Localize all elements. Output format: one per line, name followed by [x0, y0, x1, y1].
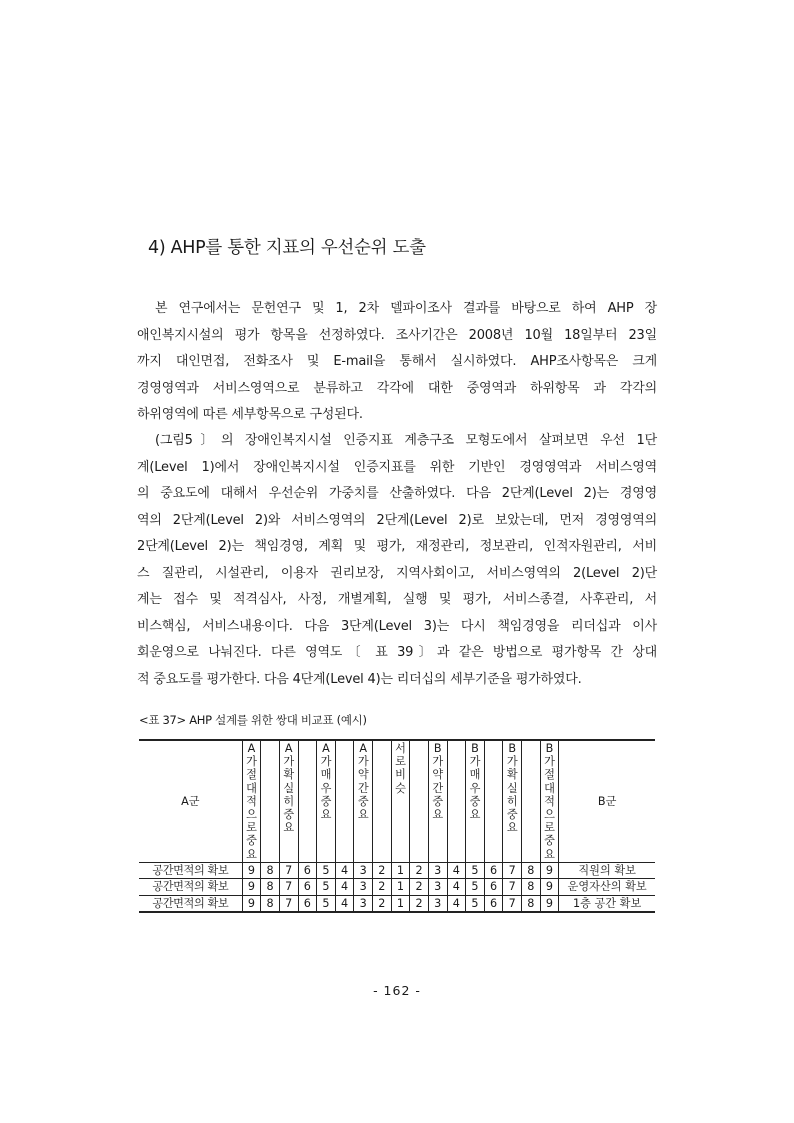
- scale-value-cell[interactable]: 7: [503, 862, 522, 879]
- scale-value-cell[interactable]: 5: [317, 879, 336, 896]
- scale-header-label: B 가 확 실 히 중 요: [506, 742, 518, 835]
- scale-value-cell[interactable]: 8: [522, 895, 541, 912]
- table-row: [139, 895, 655, 912]
- table-row: [139, 862, 655, 879]
- scale-value-cell[interactable]: 5: [317, 862, 336, 879]
- scale-value-cell[interactable]: 6: [484, 895, 503, 912]
- paragraph-line: 의 중요도에 대해서 우선순위 가중치를 산출하였다. 다음 2단계(Level 2)는 경영영: [137, 486, 657, 501]
- group-a-item: 공간면적의 확보: [139, 879, 242, 896]
- scale-header-label: A 가 절 대 적 으 로 중 요: [246, 742, 257, 861]
- scale-header-label: B 가 절 대 적 으 로 중 요: [544, 742, 555, 861]
- scale-value-cell[interactable]: 8: [522, 862, 541, 879]
- scale-value-cell[interactable]: 7: [503, 895, 522, 912]
- scale-value-cell[interactable]: 2: [373, 862, 392, 879]
- scale-value-cell[interactable]: 8: [261, 862, 280, 879]
- scale-value-cell[interactable]: 7: [279, 895, 298, 912]
- scale-header: [466, 740, 485, 862]
- scale-header: [373, 740, 392, 862]
- scale-header: [410, 740, 429, 862]
- group-b-item: 직원의 확보: [559, 862, 655, 879]
- scale-value-cell[interactable]: 9: [242, 879, 261, 896]
- scale-header-label: [485, 741, 503, 742]
- scale-value-cell[interactable]: 8: [261, 879, 280, 896]
- scale-value-cell[interactable]: 5: [466, 862, 485, 879]
- scale-header: [391, 740, 410, 862]
- scale-value-cell[interactable]: 9: [540, 862, 559, 879]
- scale-value-cell[interactable]: 6: [298, 895, 317, 912]
- paragraph-line: 애인복지시설의 평가 항목을 선정하였다. 조사기간은 2008년 10월 18일부터 23일: [137, 327, 657, 343]
- scale-value-cell[interactable]: 9: [242, 895, 261, 912]
- scale-value-cell[interactable]: 1: [391, 879, 410, 896]
- paragraph-line: 적 중요도를 평가한다. 다음 4단계(Level 4)는 리더십의 세부기준을 평가하였다.: [137, 671, 582, 687]
- paragraph-line: 비스핵심, 서비스내용이다. 다음 3단계(Level 3)는 다시 책임경영을 리더십과 이사: [137, 618, 657, 634]
- paragraph-line: 역의 2단계(Level 2)와 서비스영역의 2단계(Level 2)로 보았는데, 먼저 경영영역의: [137, 512, 657, 528]
- scale-header-label: B 가 매 우 중 요: [469, 742, 481, 822]
- scale-header: [298, 740, 317, 862]
- scale-header-label: A 가 확 실 히 중 요: [283, 742, 295, 835]
- scale-value-cell[interactable]: 6: [298, 862, 317, 879]
- paragraph-line: 본 연구에서는 문헌연구 및 1, 2차 델파이조사 결과를 바탕으로 하여 AHP 장: [155, 301, 657, 316]
- scale-header-label: [373, 741, 391, 742]
- body-paragraph-2: [137, 428, 657, 693]
- group-a-item: 공간면적의 확보: [139, 862, 242, 879]
- scale-value-cell[interactable]: 1: [391, 862, 410, 879]
- group-b-header: B군: [559, 740, 655, 862]
- scale-value-cell[interactable]: 9: [540, 879, 559, 896]
- scale-value-cell[interactable]: 3: [428, 895, 447, 912]
- table-header: [139, 740, 655, 862]
- scale-header-label: [261, 741, 279, 742]
- scale-header: [317, 740, 336, 862]
- scale-header-label: [336, 741, 354, 742]
- paragraph-line: 계(Level 1)에서 장애인복지시설 인증지표를 위한 기반인 경영영역과 서비스영역: [137, 459, 657, 475]
- group-a-header: A군: [181, 795, 200, 809]
- scale-value-cell[interactable]: 6: [298, 879, 317, 896]
- scale-value-cell[interactable]: 3: [428, 879, 447, 896]
- scale-value-cell[interactable]: 3: [354, 895, 373, 912]
- scale-value-cell[interactable]: 4: [447, 862, 466, 879]
- section-heading: 4) AHP를 통한 지표의 우선순위 도출: [148, 238, 426, 258]
- scale-header-label: 서 로 비 슷: [395, 742, 406, 795]
- paragraph-line: 2단계(Level 2)는 책임경영, 계획 및 평가, 재정관리, 정보관리, 인적자원관리, 서비: [137, 539, 657, 554]
- scale-value-cell[interactable]: 3: [354, 879, 373, 896]
- scale-value-cell[interactable]: 8: [522, 879, 541, 896]
- scale-value-cell[interactable]: 8: [261, 895, 280, 912]
- scale-value-cell[interactable]: 2: [373, 895, 392, 912]
- scale-value-cell[interactable]: 5: [317, 895, 336, 912]
- scale-header-label: [410, 741, 428, 742]
- scale-value-cell[interactable]: 9: [242, 862, 261, 879]
- scale-value-cell[interactable]: 3: [428, 862, 447, 879]
- scale-value-cell[interactable]: 4: [447, 895, 466, 912]
- body-paragraph-1: [137, 296, 657, 429]
- group-b-item: 1층 공간 확보: [559, 895, 655, 912]
- scale-value-cell[interactable]: 2: [373, 879, 392, 896]
- scale-value-cell[interactable]: 9: [540, 895, 559, 912]
- scale-header-label: [448, 741, 466, 742]
- scale-value-cell[interactable]: 1: [391, 895, 410, 912]
- scale-header: [540, 740, 559, 862]
- paragraph-line: 경영영역과 서비스영역으로 분류하고 각각에 대한 중영역과 하위항목 과 각각의: [137, 380, 657, 396]
- paragraph-line: 회운영으로 나눠진다. 다른 영역도〔 표 39〕과 같은 방법으로 평가항목 간 상대: [137, 645, 657, 660]
- scale-value-cell[interactable]: 4: [335, 879, 354, 896]
- scale-header: [354, 740, 373, 862]
- scale-value-cell[interactable]: 4: [335, 862, 354, 879]
- paragraph-line: 계는 접수 및 적격심사, 사정, 개별계획, 실행 및 평가, 서비스종결, 사후관리, 서: [137, 592, 657, 607]
- paragraph-line: (그림5〕의 장애인복지시설 인증지표 계층구조 모형도에서 살펴보면 우선 1단: [155, 433, 657, 448]
- scale-value-cell[interactable]: 2: [410, 862, 429, 879]
- paragraph-line: 하위영역에 따른 세부항목으로 구성된다.: [137, 407, 363, 422]
- scale-header-label: B 가 약 간 중 요: [432, 742, 444, 822]
- table-row: [139, 879, 655, 896]
- scale-value-cell[interactable]: 6: [484, 862, 503, 879]
- paragraph-line: 스 질관리, 시설관리, 이용자 권리보장, 지역사회이고, 서비스영역의 2(Level 2)단: [137, 565, 657, 581]
- scale-value-cell[interactable]: 3: [354, 862, 373, 879]
- scale-value-cell[interactable]: 2: [410, 879, 429, 896]
- scale-header: [242, 740, 261, 862]
- scale-header-label: A 가 약 간 중 요: [357, 742, 369, 822]
- group-b-item: 운영자산의 확보: [559, 879, 655, 896]
- scale-header: [261, 740, 280, 862]
- scale-header: [447, 740, 466, 862]
- group-a-item: 공간면적의 확보: [139, 895, 242, 912]
- scale-value-cell[interactable]: 5: [466, 895, 485, 912]
- scale-header-label: [299, 741, 317, 742]
- scale-value-cell[interactable]: 7: [279, 862, 298, 879]
- scale-value-cell[interactable]: 7: [279, 879, 298, 896]
- scale-value-cell[interactable]: 4: [335, 895, 354, 912]
- scale-value-cell[interactable]: 7: [503, 879, 522, 896]
- table-caption: <표 37> AHP 설계를 위한 쌍대 비교표 (예시): [139, 713, 367, 727]
- scale-header: [279, 740, 298, 862]
- scale-header-label: [522, 741, 540, 742]
- paragraph-line: 까지 대인면접, 전화조사 및 E-mail을 통해서 실시하였다. AHP조사항목은 크게: [137, 354, 657, 369]
- scale-header: [335, 740, 354, 862]
- scale-header: [428, 740, 447, 862]
- scale-header-label: A 가 매 우 중 요: [320, 742, 332, 822]
- scale-value-cell[interactable]: 2: [410, 895, 429, 912]
- scale-header: [484, 740, 503, 862]
- pairwise-comparison-table: [139, 739, 655, 913]
- scale-value-cell[interactable]: 4: [447, 879, 466, 896]
- scale-value-cell[interactable]: 6: [484, 879, 503, 896]
- scale-header: [503, 740, 522, 862]
- scale-header: [522, 740, 541, 862]
- page-number: - 162 -: [373, 983, 421, 998]
- table-body: [139, 862, 655, 912]
- scale-value-cell[interactable]: 5: [466, 879, 485, 896]
